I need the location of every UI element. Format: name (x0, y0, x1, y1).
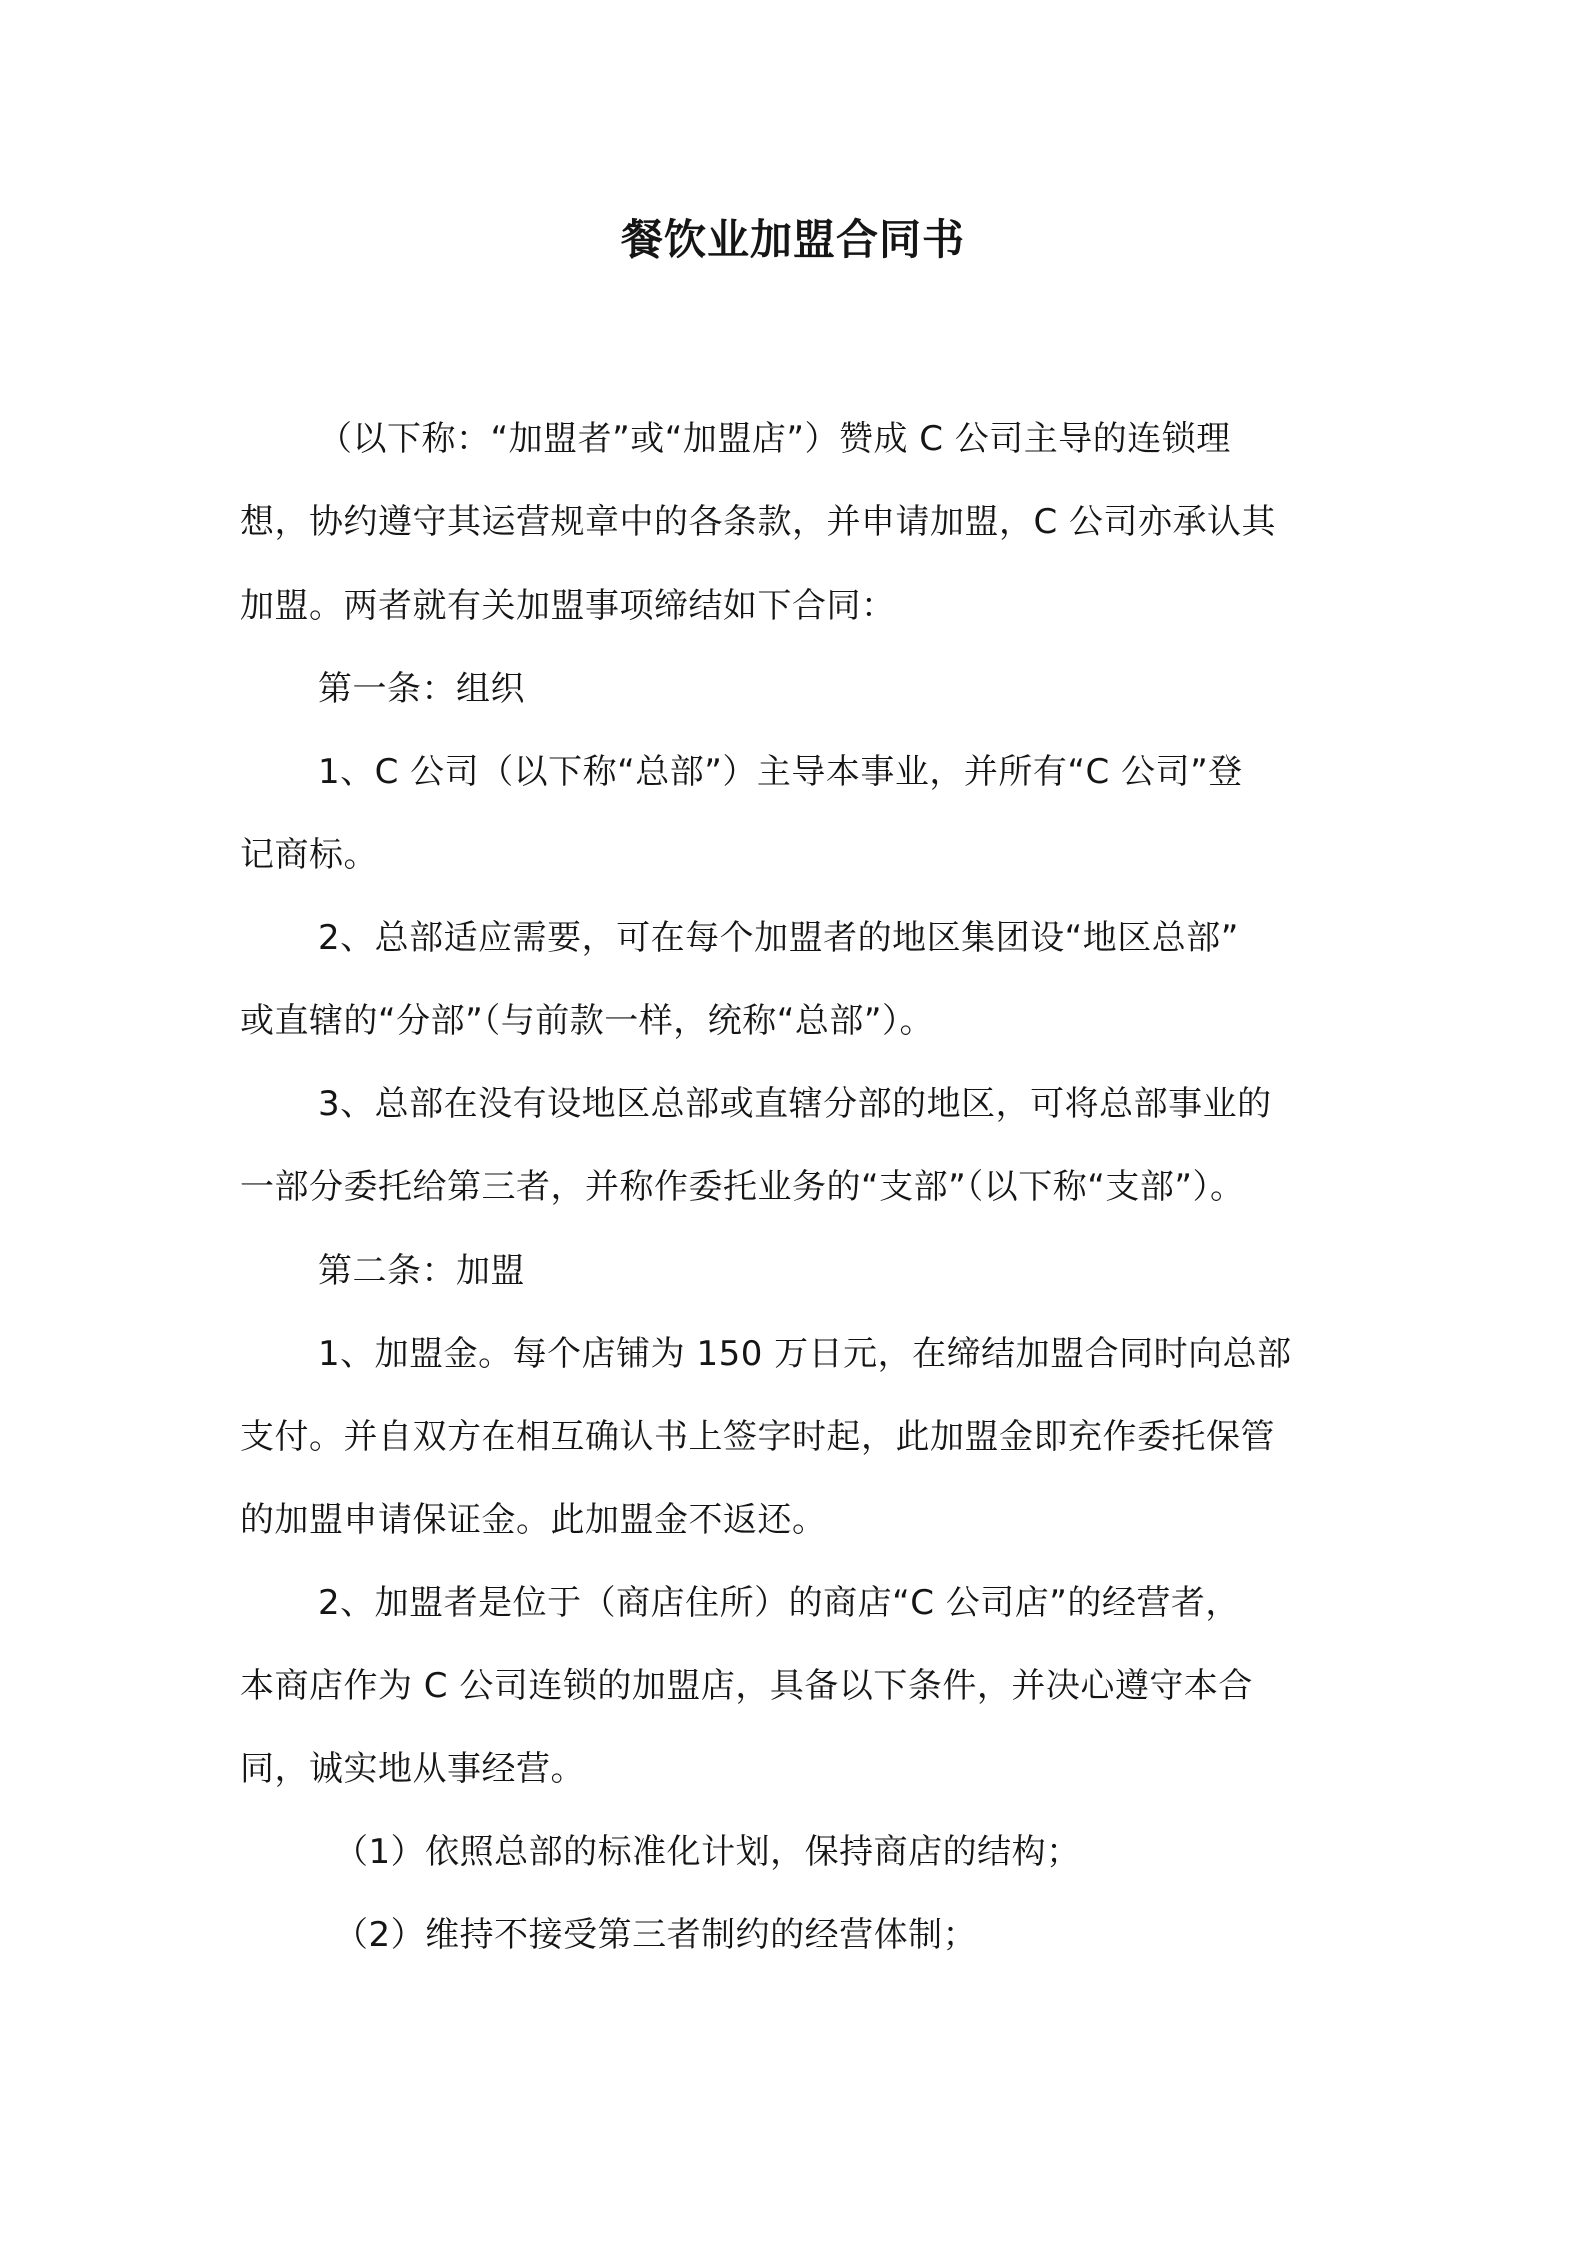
article-1-clause-3-line-1: 3、总部在没有设地区总部或直辖分部的地区，可将总部事业的 (318, 1084, 1272, 1124)
preamble-line-2: 想，协约遵守其运营规章中的各条款，并申请加盟，C 公司亦承认其 (240, 502, 1277, 542)
document-title: 餐饮业加盟合同书 (620, 215, 965, 264)
article-2-clause-2-line-3: 同，诚实地从事经营。 (240, 1749, 585, 1789)
article-2-heading: 第二条：加盟 (318, 1251, 525, 1291)
article-1-clause-3-line-2: 一部分委托给第三者，并称作委托业务的“支部”（以下称“支部”）。 (240, 1167, 1245, 1207)
article-1-heading: 第一条：组织 (318, 669, 525, 709)
article-1-clause-1-line-2: 记商标。 (240, 835, 378, 875)
article-2-clause-1-line-1: 1、加盟金。每个店铺为 150 万日元，在缔结加盟合同时向总部 (318, 1334, 1292, 1374)
article-1-clause-2-line-2: 或直辖的“分部”（与前款一样，统称“总部”）。 (240, 1001, 934, 1041)
condition-item-1: （1）依照总部的标准化计划，保持商店的结构； (334, 1832, 1081, 1872)
preamble-line-1: （以下称：“加盟者”或“加盟店”）赞成 C 公司主导的连锁理 (318, 419, 1231, 459)
article-2-clause-1-line-2: 支付。并自双方在相互确认书上签字时起，此加盟金即充作委托保管 (240, 1417, 1275, 1457)
preamble-line-3: 加盟。两者就有关加盟事项缔结如下合同： (240, 586, 896, 626)
article-1-clause-2-line-1: 2、总部适应需要，可在每个加盟者的地区集团设“地区总部” (318, 918, 1239, 958)
condition-item-2: （2）维持不接受第三者制约的经营体制； (334, 1915, 978, 1955)
article-2-clause-1-line-3: 的加盟申请保证金。此加盟金不返还。 (240, 1500, 827, 1540)
article-1-clause-1-line-1: 1、C 公司（以下称“总部”）主导本事业，并所有“C 公司”登 (318, 752, 1243, 792)
article-2-clause-2-line-1: 2、加盟者是位于（商店住所）的商店“C 公司店”的经营者， (318, 1583, 1240, 1623)
article-2-clause-2-line-2: 本商店作为 C 公司连锁的加盟店，具备以下条件，并决心遵守本合 (240, 1666, 1253, 1706)
